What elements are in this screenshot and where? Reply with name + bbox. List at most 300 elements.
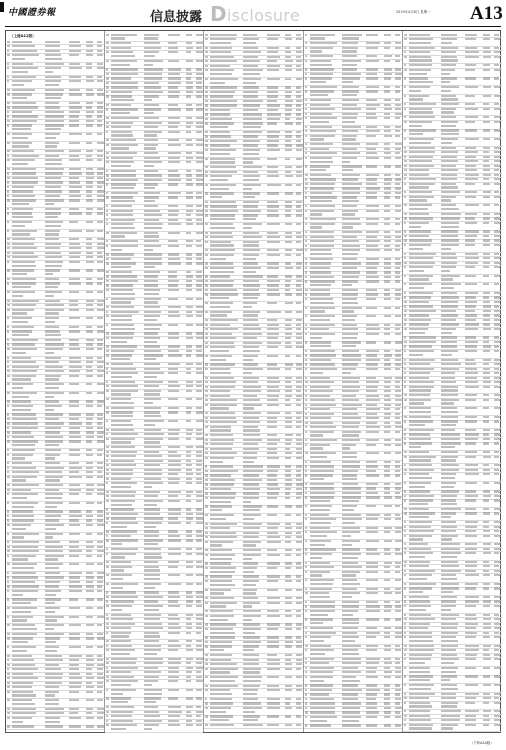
table-cell [86, 142, 92, 144]
table-cell [7, 278, 10, 280]
table-cell [285, 390, 292, 392]
table-cell [404, 95, 406, 97]
table-cell [45, 137, 56, 139]
table-cell [285, 381, 292, 383]
table-cell [69, 664, 79, 666]
table-cell [404, 275, 406, 277]
table-cell [404, 56, 407, 58]
table-cell [267, 488, 280, 490]
table-cell [210, 210, 237, 212]
table-cell [267, 355, 278, 357]
table-cell [7, 668, 9, 670]
table-cell [12, 721, 23, 723]
table-cell [144, 649, 161, 651]
table-cell [342, 253, 358, 255]
table-cell [267, 439, 280, 441]
table-cell [409, 174, 429, 176]
table-cell [296, 192, 302, 194]
table-cell [97, 550, 103, 552]
table-cell [285, 355, 291, 357]
table-cell [144, 438, 163, 440]
table-cell [494, 565, 499, 567]
table-cell [342, 293, 358, 295]
table-cell [69, 221, 79, 223]
table-cell [494, 95, 500, 97]
table-cell [45, 497, 62, 499]
table-cell [267, 368, 280, 370]
table-cell [285, 602, 292, 604]
table-cell [310, 579, 335, 581]
table-cell [409, 600, 431, 602]
table-cell [305, 645, 308, 647]
table-cell [69, 76, 82, 78]
table-cell [267, 184, 281, 186]
table-cell [395, 77, 401, 79]
table-cell [205, 567, 208, 569]
table-cell [243, 589, 257, 591]
table-cell [404, 623, 406, 625]
table-cell [97, 633, 102, 635]
table-cell [7, 427, 9, 429]
table-cell [69, 585, 82, 587]
table-cell [45, 611, 55, 613]
table-cell [441, 675, 456, 677]
table-cell [97, 717, 103, 719]
table-cell [12, 528, 26, 530]
table-cell [106, 91, 108, 93]
table-cell [196, 574, 203, 576]
table-cell [342, 605, 359, 607]
table-cell [69, 124, 79, 126]
table-cell [384, 34, 391, 36]
table-cell [342, 81, 353, 83]
table-cell [305, 496, 307, 498]
table-cell [342, 94, 357, 96]
table-cell [45, 41, 60, 43]
table-cell [210, 135, 230, 137]
table-cell [243, 680, 261, 682]
table-cell [97, 546, 102, 548]
table-cell [7, 686, 10, 688]
table-cell [404, 165, 407, 167]
table-cell [305, 649, 308, 651]
table-cell [186, 82, 193, 84]
table-cell [441, 59, 457, 61]
table-cell [69, 400, 79, 402]
table-cell [494, 521, 501, 523]
table-cell [7, 159, 10, 161]
table-cell [404, 174, 407, 176]
table-cell [144, 131, 162, 133]
table-cell [186, 667, 193, 669]
table-cell [395, 42, 401, 44]
table-cell [205, 118, 208, 120]
table-cell [494, 183, 501, 185]
table-cell [384, 333, 390, 335]
table-cell [205, 131, 207, 133]
table-cell [409, 64, 432, 66]
table-cell [310, 284, 332, 286]
table-cell [144, 152, 158, 154]
table-cell [144, 583, 162, 585]
table-cell [205, 65, 208, 67]
table-cell [243, 73, 260, 75]
table-cell [404, 129, 407, 131]
table-cell [7, 54, 10, 56]
table-cell [296, 452, 303, 454]
table-cell [111, 117, 139, 119]
table-cell [69, 686, 81, 688]
table-cell [69, 598, 79, 600]
table-cell [483, 381, 491, 383]
table-cell [210, 707, 230, 709]
table-cell [205, 201, 208, 203]
table-cell [267, 210, 278, 212]
table-cell [186, 464, 192, 466]
table-cell [205, 158, 207, 160]
table-cell [494, 499, 500, 501]
table-cell [12, 585, 39, 587]
table-cell [404, 319, 407, 321]
table-cell [465, 204, 478, 206]
table-cell [342, 130, 358, 132]
table-cell [494, 129, 500, 131]
table-cell [106, 640, 108, 642]
table-cell [296, 724, 301, 726]
table-cell [86, 186, 93, 188]
table-cell [285, 580, 292, 582]
table-cell [342, 439, 359, 441]
table-cell [267, 421, 277, 423]
table-cell [69, 607, 80, 609]
table-cell [243, 91, 257, 93]
table-cell [285, 377, 292, 379]
table-cell [69, 252, 81, 254]
table-cell [310, 698, 334, 700]
table-cell [384, 658, 391, 660]
table-cell [45, 646, 60, 648]
table-cell [384, 73, 392, 75]
table-cell [409, 129, 436, 131]
table-cell [494, 490, 500, 492]
table-cell [366, 350, 379, 352]
table-cell [210, 562, 231, 564]
table-cell [483, 169, 489, 171]
table-cell [285, 641, 293, 643]
table-cell [409, 710, 430, 712]
table-cell [186, 522, 192, 524]
table-cell [267, 319, 277, 321]
table-cell [205, 645, 208, 647]
table-cell [267, 140, 279, 142]
table-cell [366, 231, 379, 233]
table-cell [483, 377, 490, 379]
table-cell [366, 413, 377, 415]
table-cell [494, 614, 499, 616]
table-cell [86, 339, 93, 341]
table-cell [106, 561, 109, 563]
table-cell [342, 645, 361, 647]
table-cell [384, 130, 391, 132]
table-cell [144, 618, 160, 620]
table-cell [384, 210, 390, 212]
table-cell [310, 341, 331, 343]
table-cell [384, 579, 391, 581]
table-cell [409, 583, 436, 585]
table-cell [196, 649, 203, 651]
table-cell [7, 67, 9, 69]
table-cell [69, 422, 82, 424]
table-cell [285, 549, 292, 551]
table-cell [205, 448, 207, 450]
table-cell [441, 446, 454, 448]
table-cell [168, 411, 178, 413]
table-cell [409, 702, 430, 704]
table-cell [483, 508, 489, 510]
table-cell [384, 662, 392, 664]
table-cell [196, 332, 202, 334]
table-cell [7, 581, 9, 583]
table-cell [45, 269, 60, 271]
table-cell [285, 724, 292, 726]
table-cell [111, 464, 136, 466]
table-cell [366, 605, 380, 607]
table-cell [186, 591, 193, 593]
table-cell [168, 605, 180, 607]
table-cell [106, 438, 109, 440]
table-cell [404, 34, 407, 36]
table-cell [305, 148, 307, 150]
table-cell [168, 645, 182, 647]
table-cell [144, 667, 158, 669]
table-cell [465, 570, 476, 572]
table-cell [12, 502, 38, 504]
table-cell [465, 530, 476, 532]
table-cell [111, 539, 138, 541]
table-cell [342, 707, 360, 709]
table-cell [243, 118, 262, 120]
table-cell [196, 51, 202, 53]
table-cell [404, 456, 407, 458]
table-cell [186, 354, 192, 356]
table-cell [395, 90, 400, 92]
table-cell [267, 236, 280, 238]
table-cell [12, 457, 25, 459]
table-cell [144, 556, 162, 558]
table-cell [366, 658, 380, 660]
table-cell [12, 58, 25, 60]
table-cell [196, 627, 201, 629]
table-cell [305, 165, 307, 167]
table-cell [409, 543, 429, 545]
table-cell [441, 138, 457, 140]
table-cell [310, 553, 332, 555]
table-cell [483, 69, 489, 71]
table-cell [196, 473, 201, 475]
table-cell [404, 535, 406, 537]
table-cell [168, 455, 181, 457]
table-cell [366, 157, 378, 159]
table-cell [12, 493, 38, 495]
table-cell [243, 707, 262, 709]
table-cell [243, 518, 254, 520]
table-cell [267, 589, 278, 591]
table-cell [409, 469, 434, 471]
table-cell [409, 495, 434, 497]
table-cell [310, 716, 338, 718]
table-cell [86, 317, 93, 319]
table-cell [409, 705, 433, 707]
table-cell [404, 121, 407, 123]
table-cell [210, 149, 235, 151]
table-cell [310, 680, 324, 682]
table-cell [310, 571, 330, 573]
table-cell [267, 214, 279, 216]
table-cell [205, 628, 208, 630]
table-cell [395, 702, 400, 704]
table-cell [144, 328, 160, 330]
table-cell [12, 291, 35, 293]
table-cell [12, 646, 36, 648]
table-cell [86, 238, 92, 240]
table-cell [243, 205, 258, 207]
table-cell [305, 684, 307, 686]
table-cell [111, 482, 137, 484]
table-cell [144, 415, 161, 417]
table-cell [310, 135, 336, 137]
table-cell [465, 64, 476, 66]
table-cell [210, 395, 230, 397]
table-cell [305, 610, 307, 612]
table-cell [409, 77, 428, 79]
table-cell [342, 205, 357, 207]
table-cell [296, 355, 301, 357]
table-cell [144, 640, 159, 642]
table-cell [404, 526, 406, 528]
table-cell [12, 321, 28, 323]
table-cell [196, 280, 202, 282]
table-cell [296, 399, 302, 401]
table-cell [111, 385, 138, 387]
table-cell [465, 257, 479, 259]
table-cell [243, 554, 261, 556]
table-cell [441, 42, 452, 44]
table-cell [243, 284, 260, 286]
table-cell [196, 47, 201, 49]
table-cell [144, 55, 155, 57]
table-cell [86, 708, 93, 710]
table-cell [494, 715, 501, 717]
table-cell [483, 323, 490, 325]
table-cell [483, 632, 489, 634]
table-cell [86, 427, 92, 429]
table-cell [111, 728, 126, 730]
table-cell [296, 118, 302, 120]
table-cell [494, 230, 500, 232]
table-cell [186, 553, 193, 555]
table-cell [97, 418, 103, 420]
table-cell [243, 619, 252, 621]
table-cell [384, 280, 390, 282]
table-cell [210, 492, 236, 494]
table-cell [483, 530, 490, 532]
table-cell [409, 684, 435, 686]
table-cell [310, 583, 333, 585]
table-cell [409, 95, 429, 97]
table-cell [305, 315, 308, 317]
table-cell [45, 387, 59, 389]
table-cell [404, 490, 407, 492]
table-cell [404, 38, 407, 40]
table-cell [366, 483, 378, 485]
table-cell [7, 454, 9, 456]
table-cell [441, 310, 455, 312]
table-cell [342, 588, 357, 590]
table-cell [404, 724, 407, 726]
table-cell [494, 561, 500, 563]
table-cell [69, 436, 81, 438]
table-cell [111, 354, 131, 356]
table-cell [366, 404, 377, 406]
table-cell [384, 702, 390, 704]
table-cell [296, 65, 301, 67]
table-cell [7, 199, 10, 201]
table-cell [305, 698, 308, 700]
table-cell [243, 346, 259, 348]
table-cell [243, 412, 261, 414]
table-cell [205, 56, 208, 58]
table-cell [395, 126, 401, 128]
table-cell [384, 465, 390, 467]
table-cell [7, 212, 9, 214]
table-cell [45, 489, 59, 491]
section-initial: D [210, 2, 227, 26]
table-cell [305, 240, 308, 242]
table-cell [404, 399, 407, 401]
table-cell [111, 689, 136, 691]
table-cell [196, 161, 203, 163]
table-cell [196, 219, 201, 221]
table-cell [465, 623, 477, 625]
table-cell [186, 60, 194, 62]
table-cell [111, 187, 133, 189]
table-cell [243, 404, 262, 406]
table-cell [441, 623, 458, 625]
table-cell [45, 195, 60, 197]
table-cell [483, 372, 490, 374]
table-cell [483, 262, 489, 264]
table-cell [7, 243, 10, 245]
table-cell [45, 576, 64, 578]
table-cell [395, 231, 401, 233]
table-cell [186, 253, 192, 255]
table-cell [285, 663, 292, 665]
table-cell [409, 667, 430, 669]
table-cell [196, 724, 201, 726]
table-cell [106, 298, 108, 300]
table-cell [310, 130, 337, 132]
table-cell [12, 576, 38, 578]
table-cell [111, 108, 138, 110]
table-cell [404, 627, 406, 629]
table-cell [196, 152, 203, 154]
table-cell [483, 319, 490, 321]
table-cell [305, 196, 308, 198]
table-cell [342, 386, 360, 388]
table-cell [441, 56, 457, 58]
table-cell [111, 517, 135, 519]
table-cell [45, 431, 61, 433]
